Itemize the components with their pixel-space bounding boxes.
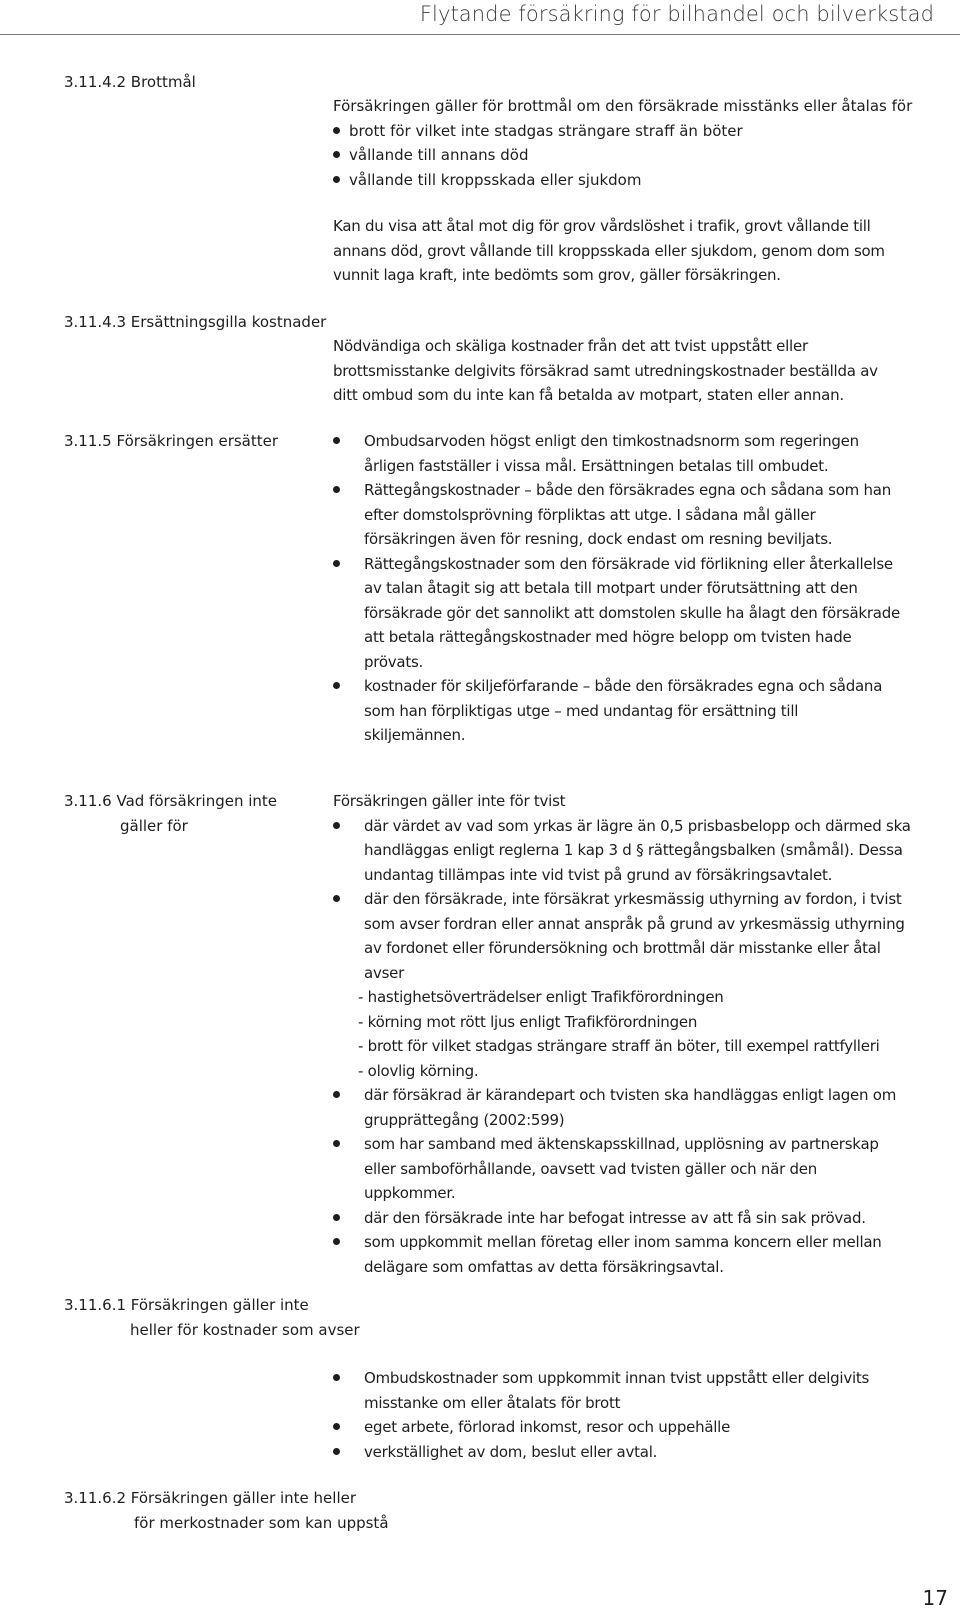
list-item: brott för vilket inte stadgas strängare straff än böter (333, 119, 933, 144)
text-line: Rättegångskostnader som den försäkrade vid förlikning eller återkallelse (364, 554, 893, 573)
text-line: skiljemännen. (364, 726, 466, 744)
text-line: som uppkommit mellan företag eller inom samma koncern eller mellan (364, 1233, 882, 1251)
dash-item: - brott för vilket stadgas strängare straff än böter, till exempel rattfylleri (358, 1037, 880, 1055)
heading-line: heller för kostnader som avser (130, 1320, 360, 1339)
text-line: eget arbete, förlorad inkomst, resor och uppehälle (364, 1418, 731, 1436)
ersattningsgilla-paragraph (333, 334, 933, 408)
text-line: delägare som omfattas av detta försäkringsavtal. (364, 1257, 724, 1276)
text-line: försäkrade gör det sannolikt att domstolen skulle ha ålagt den försäkrade (364, 603, 900, 622)
text-line: Kan du visa att åtal mot dig för grov vårdslöshet i trafik, grovt vållande till (333, 217, 871, 235)
text-line: Ombudskostnader som uppkommit innan tvist uppstått eller delgivits (364, 1369, 870, 1387)
text-line: att betala rättegångskostnader med högre belopp om tvisten hade (364, 628, 852, 646)
list-item (333, 1132, 933, 1206)
text-line: Nödvändiga och skäliga kostnader från det att tvist uppstått eller (333, 337, 808, 355)
text-line: kostnader för skiljeförfarande – både den försäkrades egna och sådana (364, 677, 883, 695)
text-line: verkställighet av dom, beslut eller avtal. (364, 1442, 658, 1461)
list-item: vållande till kroppsskada eller sjukdom (333, 168, 933, 193)
page-number: 17 (922, 1586, 948, 1610)
text-line: prövats. (364, 652, 424, 671)
heading-line: 3.11.6.1 Försäkringen gäller inte (64, 1296, 309, 1314)
section-brottmal-body (333, 94, 933, 192)
dash-item: - körning mot rött ljus enligt Trafikförordningen (358, 1012, 698, 1031)
heading-3-11-5: 3.11.5 Försäkringen ersätter (64, 432, 279, 450)
text-line: årligen fastställer i vissa mål. Ersättningen betalas till ombudet. (364, 456, 829, 475)
brottmal-paragraph (333, 214, 933, 288)
text-line: av talan åtagit sig att betala till motpart under förutsättning att den (364, 579, 858, 597)
list-item (333, 1440, 933, 1465)
text-line: eller samboförhållande, oavsett vad tvisten gäller och när den (364, 1159, 818, 1178)
list-item (333, 674, 933, 748)
heading-3-11-6-1 (64, 1293, 360, 1342)
list-item (333, 552, 933, 675)
heading-3-11-4-3: 3.11.4.3 Ersättningsgilla kostnader (64, 313, 327, 331)
list-item (333, 814, 933, 888)
list-item (333, 1206, 933, 1231)
heading-line: 3.11.6.2 Försäkringen gäller inte heller (64, 1489, 357, 1507)
list-item: vållande till annans död (333, 143, 933, 168)
text-line: försäkringen även för resning, dock endast om resning beviljats. (364, 530, 833, 548)
brottmal-intro: Försäkringen gäller för brottmål om den försäkrade misstänks eller åtalas för (333, 97, 913, 115)
text-line: Rättegångskostnader – både den försäkrades egna och sådana som han (364, 481, 891, 499)
text-line: undantag tillämpas inte vid tvist på grund av försäkringsavtalet. (364, 865, 833, 884)
dash-item: - olovlig körning. (358, 1061, 479, 1080)
heading-3-11-6 (64, 789, 277, 838)
text-line: som han förpliktigas utge – med undantag för ersättning till (364, 701, 799, 720)
inte-galler-intro: Försäkringen gäller inte för tvist (333, 792, 566, 810)
text-line: misstanke om eller åtalats för brott (364, 1393, 621, 1412)
header-divider (0, 34, 960, 35)
text-line: annans död, grovt vållande till kroppsskada eller sjukdom, genom dom som (333, 241, 885, 260)
list-item (333, 1415, 933, 1440)
text-line: som avser fordran eller annat anspråk på grund av yrkesmässig uthyrning (364, 914, 905, 933)
heading-line: för merkostnader som kan uppstå (134, 1513, 389, 1532)
text-line: avser (364, 963, 405, 982)
text-line: där försäkrad är kärandepart och tvisten ska handläggas enligt lagen om (364, 1086, 897, 1104)
text-line: som har samband med äktenskapsskillnad, upplösning av partnerskap (364, 1135, 879, 1153)
dash-item: - hastighetsöverträdelser enligt Trafikförordningen (358, 988, 724, 1006)
text-line: uppkommer. (364, 1184, 456, 1202)
inte-galler-list (333, 789, 933, 1279)
list-item (333, 478, 933, 552)
text-line: efter domstolsprövning förpliktas att utge. I sådana mål gäller (364, 505, 816, 524)
text-line: brottsmisstanke delgivits försäkrad samt utredningskostnader beställda av (333, 361, 878, 380)
heading-3-11-4-2: 3.11.4.2 Brottmål (64, 73, 196, 91)
page-header-title: Flytande försäkring för bilhandel och bilverkstad (419, 2, 934, 26)
text-line: där värdet av vad som yrkas är lägre än 0,5 prisbasbelopp och därmed ska (364, 816, 911, 835)
heading-line: gäller för (120, 816, 188, 835)
list-item (333, 1083, 933, 1132)
heading-line: 3.11.6 Vad försäkringen inte (64, 792, 278, 810)
list-item (333, 1366, 933, 1415)
text-line: där den försäkrade inte har befogat intresse av att få sin sak prövad. (364, 1208, 866, 1227)
text-line: där den försäkrade, inte försäkrat yrkesmässig uthyrning av fordon, i tvist (364, 890, 902, 908)
forsakringen-ersatter-list (333, 429, 933, 748)
kostnader-list (333, 1366, 933, 1464)
text-line: Ombudsarvoden högst enligt den timkostnadsnorm som regeringen (364, 432, 859, 450)
text-line: vunnit laga kraft, inte bedömts som grov, gäller försäkringen. (333, 266, 781, 284)
list-item (333, 1230, 933, 1279)
text-line: handläggas enligt reglerna 1 kap 3 d § rättegångsbalken (småmål). Dessa (364, 841, 903, 859)
text-line: ditt ombud som du inte kan få betalda av motpart, staten eller annan. (333, 386, 844, 404)
list-item (333, 887, 933, 985)
text-line: av fordonet eller förundersökning och brottmål där misstanke eller åtal (364, 939, 881, 957)
heading-3-11-6-2 (64, 1486, 389, 1535)
list-item (333, 429, 933, 478)
text-line: grupprättegång (2002:599) (364, 1110, 565, 1129)
